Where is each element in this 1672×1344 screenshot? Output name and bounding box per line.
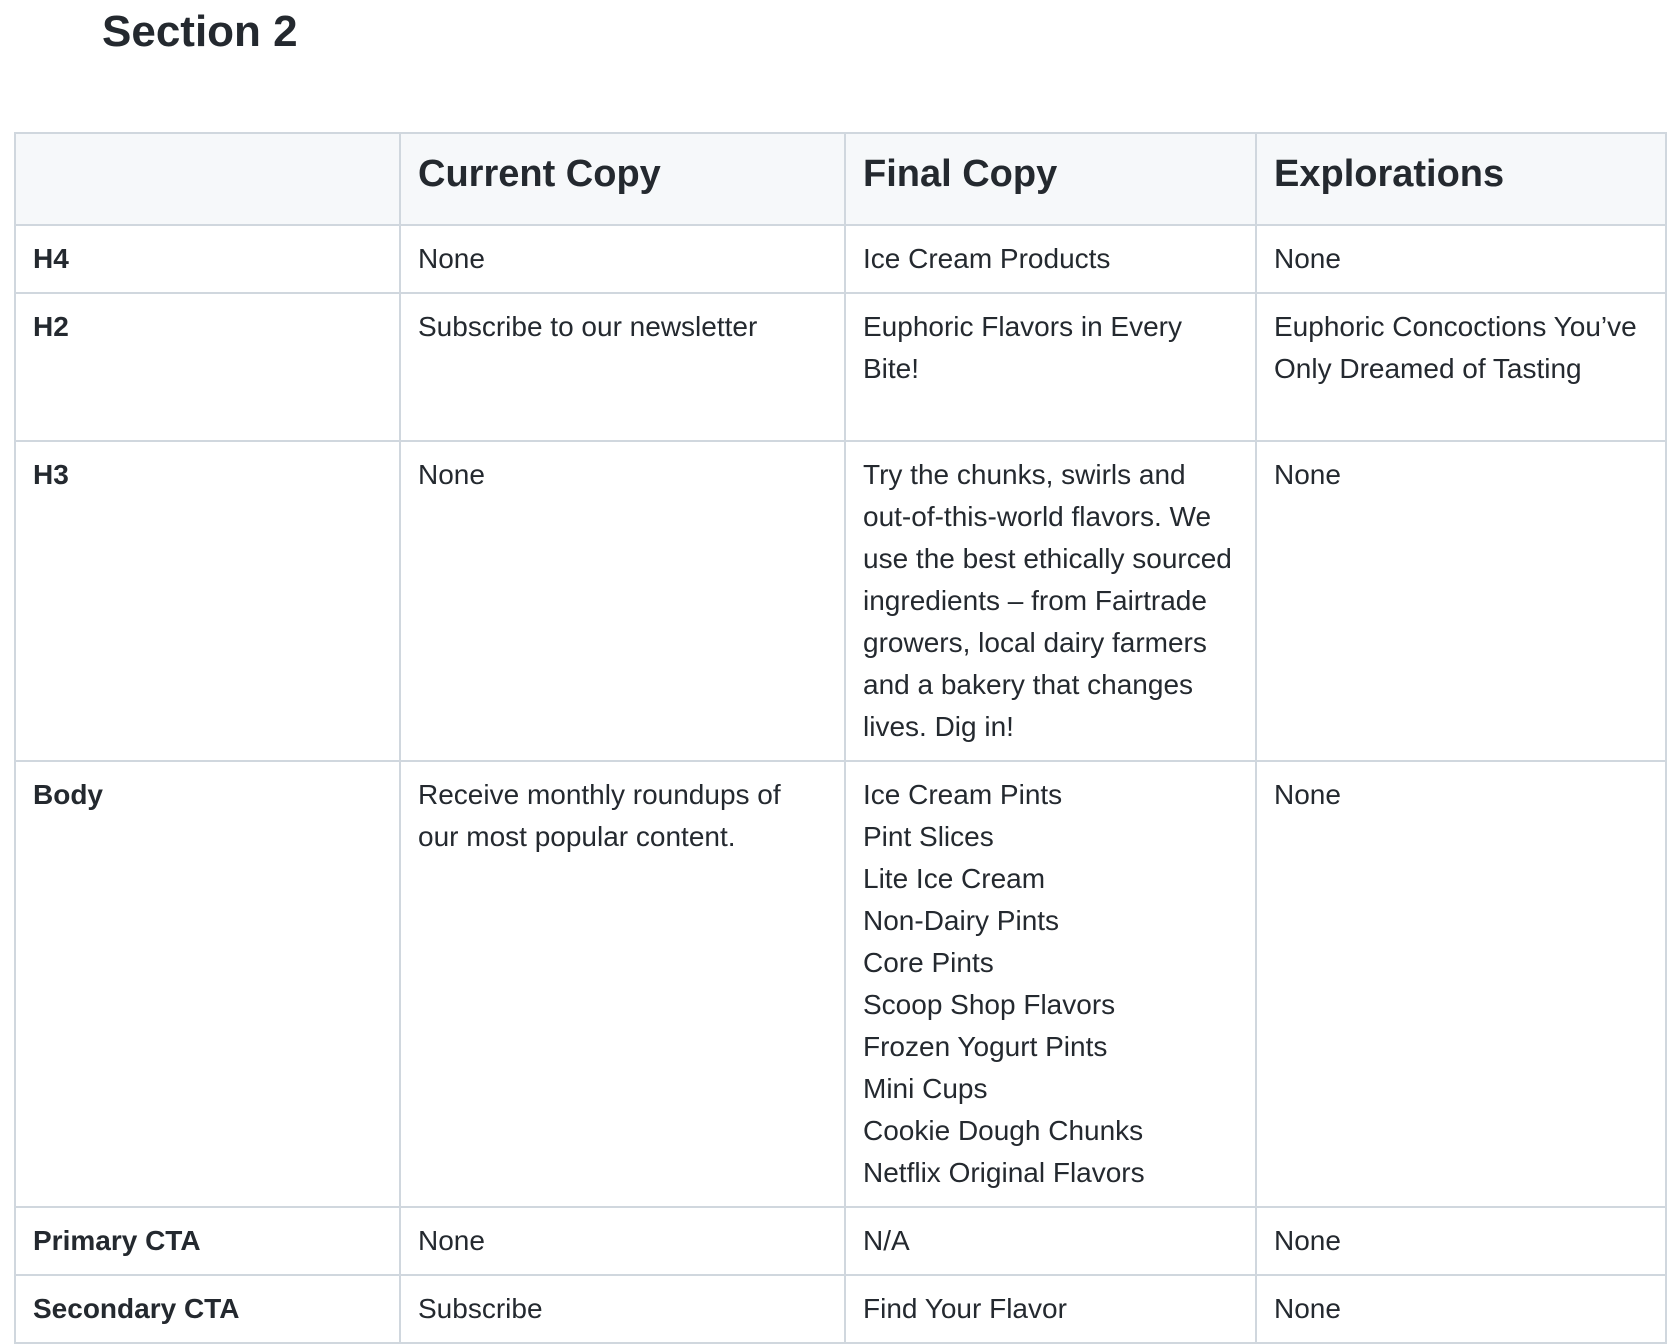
current-copy-cell: Subscribe to our newsletter — [400, 293, 845, 441]
explorations-cell: None — [1256, 441, 1666, 761]
list-item: Pint Slices — [863, 821, 994, 852]
table-row-primary-cta — [15, 1207, 1666, 1275]
explorations-cell: None — [1256, 1275, 1666, 1343]
copy-table — [14, 132, 1667, 1344]
list-item: Netflix Original Flavors — [863, 1157, 1145, 1188]
current-copy-cell: Subscribe — [400, 1275, 845, 1343]
explorations-cell: None — [1256, 1207, 1666, 1275]
header-cell-current-copy: Current Copy — [400, 133, 845, 225]
list-item: Lite Ice Cream — [863, 863, 1046, 894]
final-copy-cell: N/A — [845, 1207, 1256, 1275]
explorations-cell: None — [1256, 225, 1666, 293]
row-label: H4 — [15, 225, 400, 293]
list-item: Frozen Yogurt Pints — [863, 1031, 1108, 1062]
header-row — [15, 133, 1666, 225]
list-item: Non-Dairy Pints — [863, 905, 1060, 936]
current-copy-cell: None — [400, 225, 845, 293]
header-cell-row-label — [15, 133, 400, 225]
table-row-secondary-cta — [15, 1275, 1666, 1343]
row-label: Secondary CTA — [15, 1275, 400, 1343]
list-item: Scoop Shop Flavors — [863, 989, 1116, 1020]
header-cell-final-copy: Final Copy — [845, 133, 1256, 225]
table-row-body — [15, 761, 1666, 1207]
final-copy-cell: Find Your Flavor — [845, 1275, 1256, 1343]
table-row-h2 — [15, 293, 1666, 441]
table-row-h3 — [15, 441, 1666, 761]
final-copy-cell: Try the chunks, swirls and out-of-this-world flavors. We use the best ethically sourced ingredients – from Fairtrade growers, local dairy farmers and a bakery that changes lives. Dig in! — [845, 441, 1256, 761]
row-label: H2 — [15, 293, 400, 441]
current-copy-cell: Receive monthly roundups of our most popular content. — [400, 761, 845, 1207]
final-copy-cell: Euphoric Flavors in Every Bite! — [845, 293, 1256, 441]
header-cell-explorations: Explorations — [1256, 133, 1666, 225]
list-item: Core Pints — [863, 947, 994, 978]
list-item: Mini Cups — [863, 1073, 988, 1104]
list-item: Ice Cream Pints — [863, 779, 1063, 810]
table-header — [15, 133, 1666, 225]
list-item: Cookie Dough Chunks — [863, 1115, 1144, 1146]
row-label: H3 — [15, 441, 400, 761]
row-label: Primary CTA — [15, 1207, 400, 1275]
explorations-cell: None — [1256, 761, 1666, 1207]
current-copy-cell: None — [400, 1207, 845, 1275]
explorations-cell: Euphoric Concoctions You’ve Only Dreamed of Tasting — [1256, 293, 1666, 441]
section-title: Section 2 — [102, 7, 298, 56]
final-copy-cell: Ice Cream Products — [845, 225, 1256, 293]
table-body — [15, 225, 1666, 1343]
final-copy-cell — [845, 761, 1256, 1207]
row-label: Body — [15, 761, 400, 1207]
current-copy-cell: None — [400, 441, 845, 761]
table-row-h4 — [15, 225, 1666, 293]
